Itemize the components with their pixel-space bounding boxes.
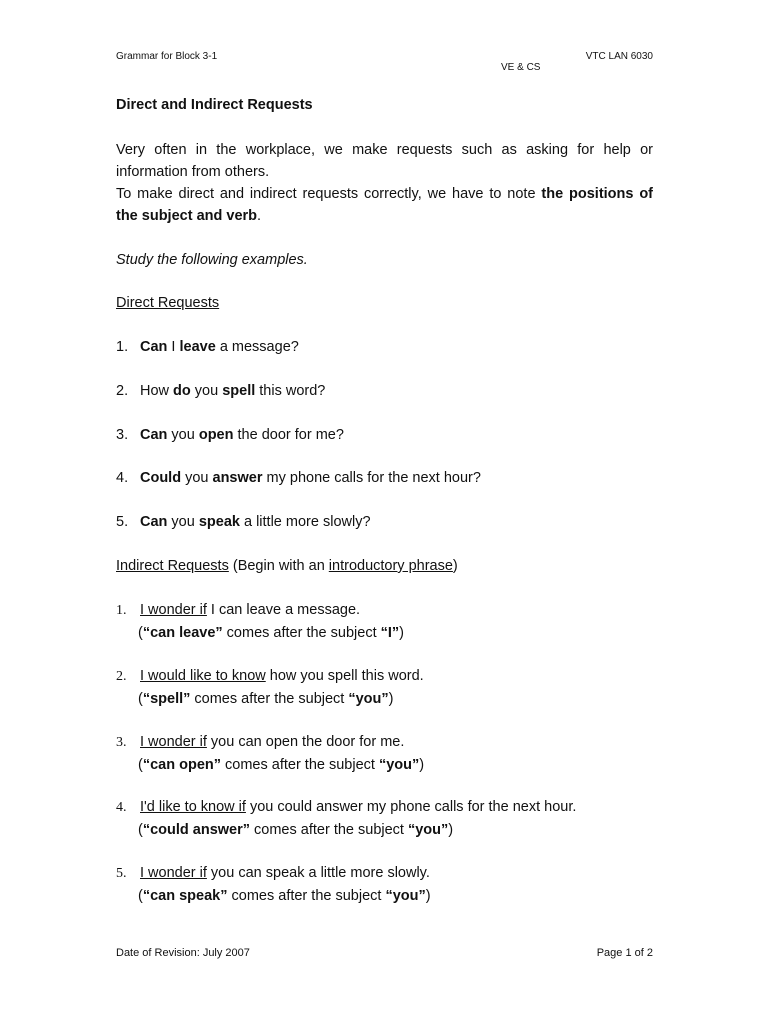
note-paren: ) [419,757,425,773]
indirect-item-note [116,754,424,776]
note-subject: “you” [348,691,389,707]
direct-item-text: my phone calls for the next hour? [262,470,481,486]
indirect-heading-phrase: introductory phrase [328,558,453,574]
intro-paragraph-1: Very often in the workplace, we make requests such as asking for help or information from others. [116,142,653,180]
direct-item-text: you [190,383,223,399]
direct-item-2 [116,380,325,402]
note-subject: “you” [378,757,420,773]
direct-item-verb: Could [140,470,182,486]
direct-item-verb: Can [140,514,168,530]
direct-item-verb: speak [198,514,240,530]
indirect-item-1 [116,599,404,644]
note-paren: ( [138,822,143,838]
direct-item-text: you [167,427,199,443]
indirect-item-intro: I wonder if [140,865,207,881]
indirect-heading-label: Indirect Requests [116,558,229,574]
direct-item-number: 5. [116,514,129,530]
note-text: comes after the subject [227,888,386,904]
indirect-item-number: 1. [116,603,127,618]
indirect-heading-text: (Begin with an [228,558,329,574]
indirect-item-2 [116,665,424,710]
note-paren: ) [388,691,394,707]
indirect-item-text: you could answer my phone calls for the next hour. [245,799,577,815]
note-text: comes after the subject [190,691,349,707]
direct-item-number: 3. [116,427,129,443]
direct-item-verb: do [173,383,191,399]
direct-item-3 [116,424,344,446]
indirect-item-note [116,688,424,710]
direct-item-number: 1. [116,339,129,355]
note-subject: “I” [380,625,400,641]
indirect-item-number: 4. [116,800,127,815]
direct-item-verb: open [198,427,234,443]
note-verb: “can open” [142,757,221,773]
intro-p2-text: To make direct and indirect requests correctly, we have to note [116,186,542,202]
direct-item-text: this word? [255,383,326,399]
direct-requests-heading: Direct Requests [116,295,220,311]
note-verb: “can speak” [142,888,228,904]
note-subject: “you” [385,888,426,904]
indirect-item-3 [116,731,424,776]
indirect-item-intro: I wonder if [140,734,207,750]
indirect-item-intro: I wonder if [140,602,207,618]
indirect-item-text: you can open the door for me. [206,734,405,750]
indirect-item-note [116,885,431,907]
note-text: comes after the subject [221,757,379,773]
header-left: Grammar for Block 3-1 [116,51,218,62]
indirect-item-note [116,622,404,644]
indirect-item-number: 2. [116,669,127,684]
direct-item-verb: spell [222,383,256,399]
indirect-item-intro: I would like to know [140,668,266,684]
indirect-item-text: I can leave a message. [206,602,361,618]
direct-item-4 [116,467,481,489]
note-paren: ) [399,625,404,641]
footer-revision-date: Date of Revision: July 2007 [116,947,250,959]
indirect-item-4 [116,796,576,841]
direct-item-verb: answer [212,470,263,486]
indirect-requests-heading [116,555,458,577]
direct-item-text: How [140,383,174,399]
indirect-item-number: 3. [116,735,127,750]
direct-item-text: you [181,470,213,486]
note-paren: ( [138,691,143,707]
note-paren: ( [138,757,143,773]
footer-page-number: Page 1 of 2 [596,947,653,959]
note-verb: “could answer” [142,822,251,838]
direct-item-5 [116,511,371,533]
note-verb: “can leave” [142,625,223,641]
indirect-heading-text: ) [452,558,458,574]
direct-item-number: 4. [116,470,129,486]
direct-item-verb: leave [179,339,216,355]
direct-item-verb: Can [140,427,168,443]
page-title: Direct and Indirect Requests [116,97,313,113]
indirect-item-intro: I'd like to know if [140,799,246,815]
note-text: comes after the subject [250,822,408,838]
indirect-item-text: you can speak a little more slowly. [206,865,430,881]
note-verb: “spell” [142,691,191,707]
indirect-item-note [116,819,576,841]
study-line: Study the following examples. [116,252,308,268]
direct-item-text: a message? [215,339,299,355]
indirect-item-text: how you spell this word. [265,668,424,684]
indirect-item-number: 5. [116,866,127,881]
note-paren: ) [425,888,431,904]
note-text: comes after the subject [222,625,381,641]
header-sub: VE & CS [501,62,541,73]
header-right: VTC LAN 6030 [585,51,653,62]
direct-item-verb: Can [140,339,168,355]
note-subject: “you” [407,822,449,838]
note-paren: ( [138,888,143,904]
note-paren: ( [138,625,143,641]
direct-item-text: I [167,339,180,355]
intro-p2-end: . [257,208,262,224]
direct-item-text: a little more slowly? [239,514,371,530]
intro-p2-bold: the positions of the subject and verb [116,186,654,224]
direct-item-text: the door for me? [233,427,344,443]
intro-paragraph-2 [116,183,653,227]
direct-item-1 [116,336,299,358]
indirect-item-5 [116,862,431,907]
direct-item-number: 2. [116,383,129,399]
direct-item-text: you [167,514,199,530]
note-paren: ) [448,822,454,838]
